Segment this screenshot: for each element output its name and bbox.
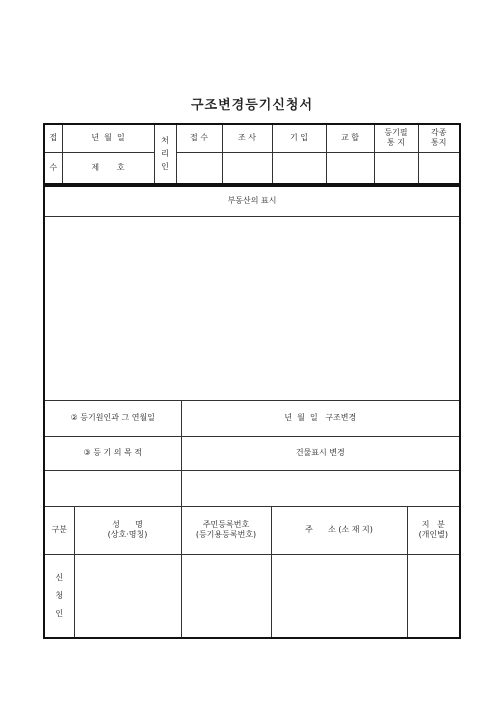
blank-value-cell[interactable] (181, 470, 460, 506)
cause-value: 년 월 일 구조변경 (181, 400, 460, 436)
col-receipt: 접 수 (176, 124, 222, 152)
applicant-address-cell[interactable] (271, 554, 407, 638)
header-name: 성 명 (상호·명칭) (74, 506, 181, 554)
applicant-row-label: 신 청 인 (44, 554, 74, 638)
col-entry: 기 입 (272, 124, 326, 152)
receipt-label-bottom: 수 (44, 152, 62, 184)
header-share: 지 분 (개인별) (407, 506, 460, 554)
cause-label: ② 등기원인과 그 연월일 (44, 400, 181, 436)
cell-various-notice[interactable] (418, 152, 460, 184)
col-review: 조 사 (222, 124, 272, 152)
cell-completion-notice[interactable] (374, 152, 418, 184)
applicant-registration-cell[interactable] (181, 554, 271, 638)
purpose-label: ③ 등 기 의 목 적 (44, 436, 181, 470)
receipt-date-label: 년 월 일 (62, 124, 154, 152)
col-verify: 교 합 (326, 124, 374, 152)
receipt-number-label: 제 호 (62, 152, 154, 184)
header-registration-number: 주민등록번호 (등기용등록번호) (181, 506, 271, 554)
page-title: 구조변경등기신청서 (190, 98, 314, 113)
cell-receipt[interactable] (176, 152, 222, 184)
cell-entry[interactable] (272, 152, 326, 184)
property-description-area[interactable] (44, 216, 460, 400)
col-various-notice: 각종 통지 (418, 124, 460, 152)
cell-review[interactable] (222, 152, 272, 184)
main-form-table (43, 185, 461, 639)
header-division: 구분 (44, 506, 74, 554)
process-label: 처 리 인 (154, 124, 176, 184)
col-completion-notice: 등기필 통 지 (374, 124, 418, 152)
blank-label-cell[interactable] (44, 470, 181, 506)
applicant-name-cell[interactable] (74, 554, 181, 638)
cell-verify[interactable] (326, 152, 374, 184)
property-header: 부동산의 표시 (44, 186, 460, 216)
header-address: 주 소 (소 재 지) (271, 506, 407, 554)
applicant-share-cell[interactable] (407, 554, 460, 638)
receipt-table (43, 123, 461, 185)
receipt-label-top: 접 (44, 124, 62, 152)
purpose-value: 건물표시 변경 (181, 436, 460, 470)
